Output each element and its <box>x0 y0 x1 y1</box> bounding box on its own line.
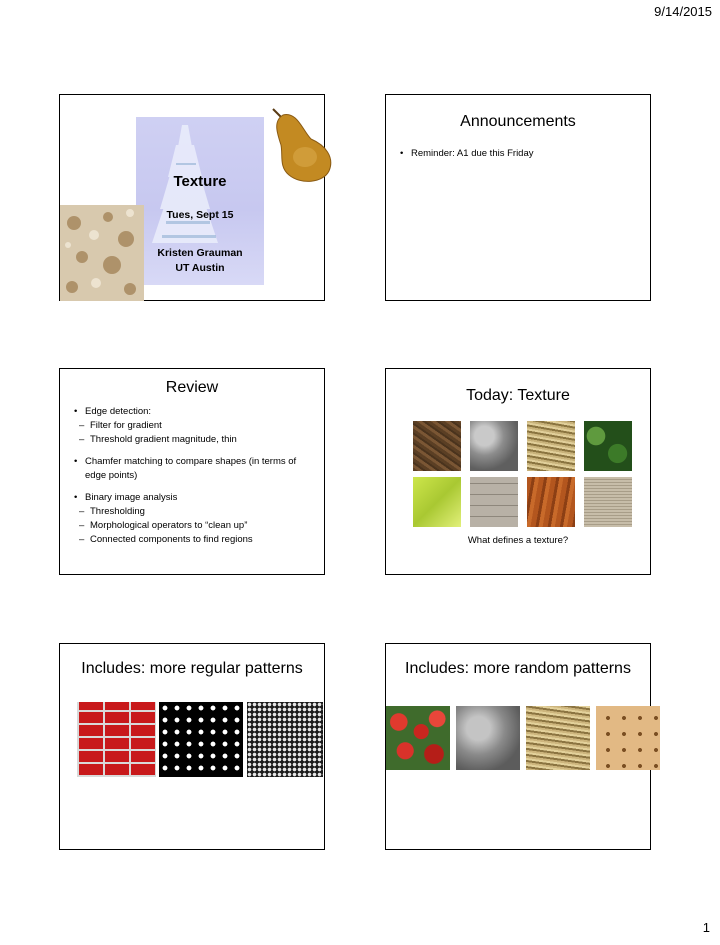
bullet-list <box>400 147 534 161</box>
bullet-item: • Chamfer matching to compare shapes (in terms of edge points) <box>74 455 314 483</box>
slide-random-patterns <box>385 643 651 850</box>
sub-bullet-item: – Morphological operators to “clean up” <box>74 519 314 533</box>
grid-pattern-image <box>247 702 323 777</box>
page-date: 9/14/2015 <box>654 4 712 19</box>
dot-pattern-image <box>159 702 243 777</box>
slide-heading: Review <box>165 379 219 396</box>
slide-heading: Includes: more regular patterns <box>81 660 303 677</box>
tree-background-image <box>136 117 264 285</box>
slide-author: Kristen Grauman <box>157 247 243 259</box>
slide-title-text: Texture <box>173 173 227 190</box>
page-number: 1 <box>702 920 710 935</box>
sub-bullet-item: – Connected components to find regions <box>74 533 314 547</box>
slide-today-texture <box>385 368 651 575</box>
straw-pattern-image <box>526 706 590 770</box>
sub-bullet-item: – Filter for gradient <box>74 419 314 433</box>
slide-date: Tues, Sept 15 <box>166 209 234 221</box>
slide-heading: Includes: more random patterns <box>405 660 631 677</box>
slide-title <box>59 94 325 301</box>
bullet-item: • Edge detection: <box>74 405 314 419</box>
bullet-item: • Reminder: A1 due this Friday <box>400 147 534 161</box>
leaves-texture-image <box>584 421 632 471</box>
slide-review <box>59 368 325 575</box>
fabric-texture-image <box>584 477 632 527</box>
straw-texture-image <box>527 421 575 471</box>
slide-regular-patterns <box>59 643 325 850</box>
berries-pattern-image <box>386 706 450 770</box>
bullet-list <box>74 405 314 547</box>
slide-affiliation: UT Austin <box>175 262 225 274</box>
cracker-pattern-image <box>596 706 660 770</box>
texture-patch-image <box>60 205 144 301</box>
pear-image <box>265 101 343 186</box>
rock-pattern-image <box>456 706 520 770</box>
rock-texture-image <box>470 421 518 471</box>
wood-texture-image <box>527 477 575 527</box>
sub-bullet-item: – Thresholding <box>74 505 314 519</box>
stone-wall-texture-image <box>470 477 518 527</box>
slide-caption: What defines a texture? <box>467 535 569 546</box>
slide-heading: Announcements <box>460 113 576 130</box>
green-texture-image <box>413 477 461 527</box>
sub-bullet-item: – Threshold gradient magnitude, thin <box>74 433 314 447</box>
slide-announcements <box>385 94 651 301</box>
bark-texture-image <box>413 421 461 471</box>
slide-heading: Today: Texture <box>466 387 570 404</box>
bullet-item: • Binary image analysis <box>74 491 314 505</box>
brick-pattern-image <box>77 702 156 777</box>
